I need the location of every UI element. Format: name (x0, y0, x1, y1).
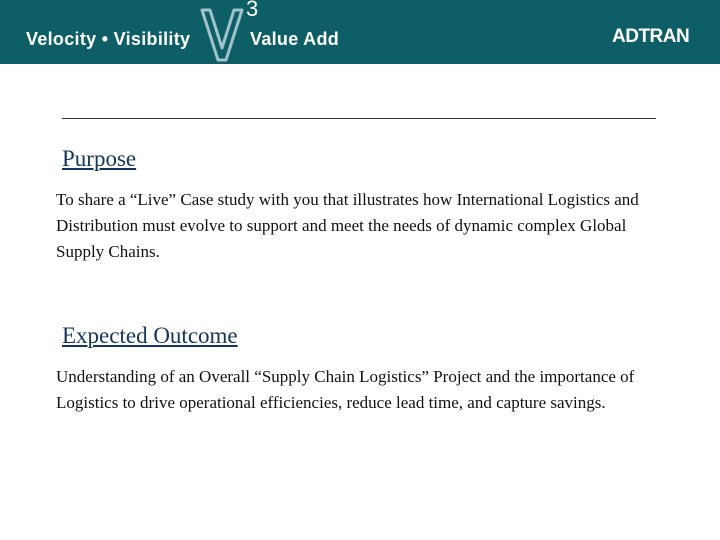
expected-outcome-heading: Expected Outcome (62, 323, 238, 348)
tagline-velocity-visibility: Velocity • Visibility (26, 29, 191, 49)
header-banner (0, 0, 720, 64)
v3-superscript: 3 (246, 0, 259, 21)
v3-logo-icon (196, 2, 250, 64)
horizontal-divider (62, 118, 656, 119)
tagline-value-add: Value Add (250, 29, 340, 49)
purpose-text: To share a “Live” Case study with you that illustrates how International Logistics and Distribution must evolve to support and meet the needs of dynamic complex Global Supply Chains. (56, 190, 639, 261)
expected-outcome-text: Understanding of an Overall “Supply Chain Logistics” Project and the importance of Logistics to drive operational efficiencies, reduce lead time, and capture savings. (56, 367, 635, 412)
purpose-heading: Purpose (62, 146, 137, 171)
adtran-logo: ADTRAN (612, 26, 690, 47)
